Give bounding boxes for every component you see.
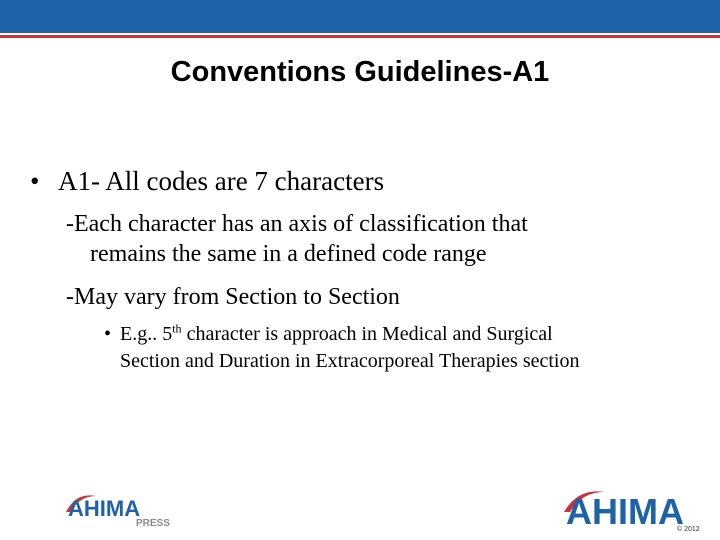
ahima-press-logo <box>64 488 174 535</box>
slide-title: Conventions Guidelines-A1 <box>170 56 550 88</box>
bullet-1 <box>30 166 384 197</box>
bullet-2-sup: th <box>172 321 182 336</box>
logo-left-sub: PRESS <box>136 518 170 529</box>
sub-item-2: -May vary from Section to Section <box>66 284 400 310</box>
logo-left-text: AHIMA <box>68 496 141 521</box>
logo-right-text: AHIMA <box>566 491 684 530</box>
header-rule-red <box>0 35 720 38</box>
bullet-glyph: • <box>30 166 40 196</box>
bullet-1-text: A1- All codes are 7 characters <box>58 166 385 196</box>
copyright: © 2012 <box>677 526 700 533</box>
sub-item-1-line-2: remains the same in a defined code range <box>90 241 487 267</box>
bullet-2-line-2: Section and Duration in Extracorporeal Therapies section <box>120 350 580 372</box>
bullet-2 <box>104 321 579 375</box>
bullet-2-line-1 <box>104 321 579 348</box>
bullet-2-post: character is approach in Medical and Surgical <box>181 323 553 345</box>
bullet-2-pre: E.g.. 5 <box>120 323 173 345</box>
sub-item-1-line-1: -Each character has an axis of classification that <box>66 211 528 237</box>
sub-item-1 <box>66 209 528 269</box>
bullet-glyph-small: • <box>104 323 112 345</box>
header-bar <box>0 0 720 33</box>
